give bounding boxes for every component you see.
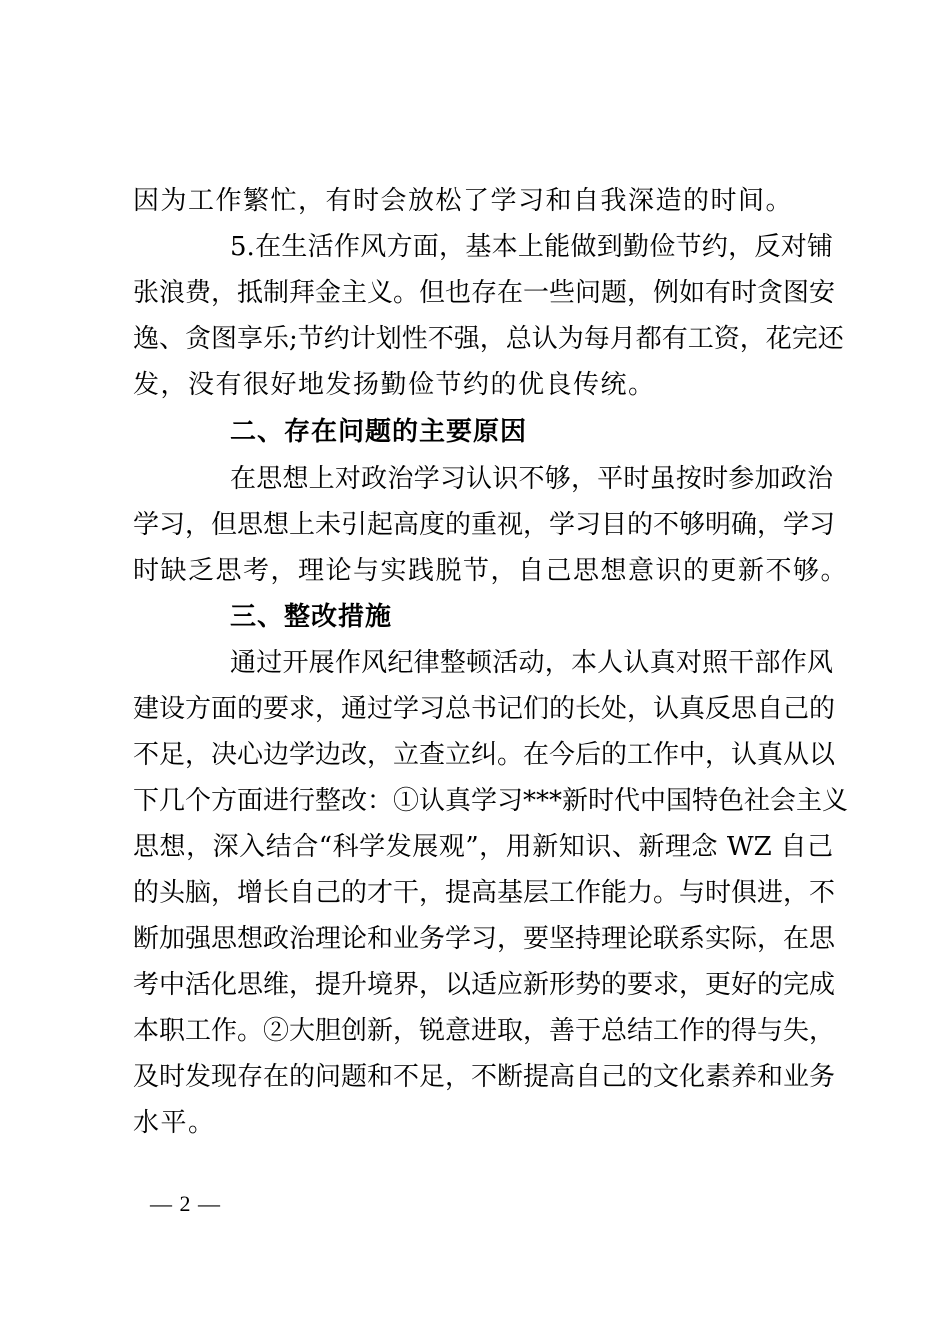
paragraph-line: 建设方面的要求，通过学习总书记们的长处，认真反思自己的 (133, 694, 836, 724)
paragraph-line: 思想，深入结合“科学发展观”，用新知识、新理念 WZ 自己 (133, 832, 833, 862)
paragraph-line: 本职工作。②大胆创新，锐意进取，善于总结工作的得与失， (133, 1016, 836, 1046)
paragraph-line: 的头脑，增长自己的才干，提高基层工作能力。与时俱进，不 (133, 878, 836, 908)
paragraph-line: 及时发现存在的问题和不足，不断提高自己的文化素养和业务 (133, 1062, 836, 1092)
paragraph-line: 断加强思想政治理论和业务学习，要坚持理论联系实际，在思 (133, 924, 836, 954)
page-number: — 2 — (150, 1191, 221, 1216)
paragraph-line: 考中活化思维，提升境界，以适应新形势的要求，更好的完成 (133, 970, 836, 1000)
paragraph-line: 时缺乏思考，理论与实践脱节，自己思想意识的更新不够。 (133, 556, 849, 586)
paragraph-line: 发，没有很好地发扬勤俭节约的优良传统。 (133, 370, 656, 400)
paragraph-line: 不足，决心边学边改，立查立纠。在今后的工作中，认真从以 (133, 740, 836, 770)
paragraph-line: 逸、贪图享乐;节约计划性不强，总认为每月都有工资，花完还 (133, 324, 844, 354)
section-heading-2: 二、存在问题的主要原因 (230, 417, 528, 447)
paragraph-line: 张浪费，抵制拜金主义。但也存在一些问题，例如有时贪图安 (133, 278, 836, 308)
paragraph-line: 通过开展作风纪律整顿活动，本人认真对照干部作风 (230, 648, 833, 678)
paragraph-line: 下几个方面进行整改：①认真学习***新时代中国特色社会主义 (133, 786, 849, 816)
section-heading-3: 三、整改措施 (230, 602, 393, 632)
paragraph-line: 水平。 (133, 1108, 216, 1138)
paragraph-line: 因为工作繁忙，有时会放松了学习和自我深造的时间。 (133, 186, 794, 216)
paragraph-line: 5.在生活作风方面，基本上能做到勤俭节约，反对铺 (230, 232, 833, 262)
paragraph-line: 在思想上对政治学习认识不够，平时虽按时参加政治 (230, 464, 833, 494)
paragraph-line: 学习，但思想上未引起高度的重视，学习目的不够明确，学习 (133, 510, 836, 540)
